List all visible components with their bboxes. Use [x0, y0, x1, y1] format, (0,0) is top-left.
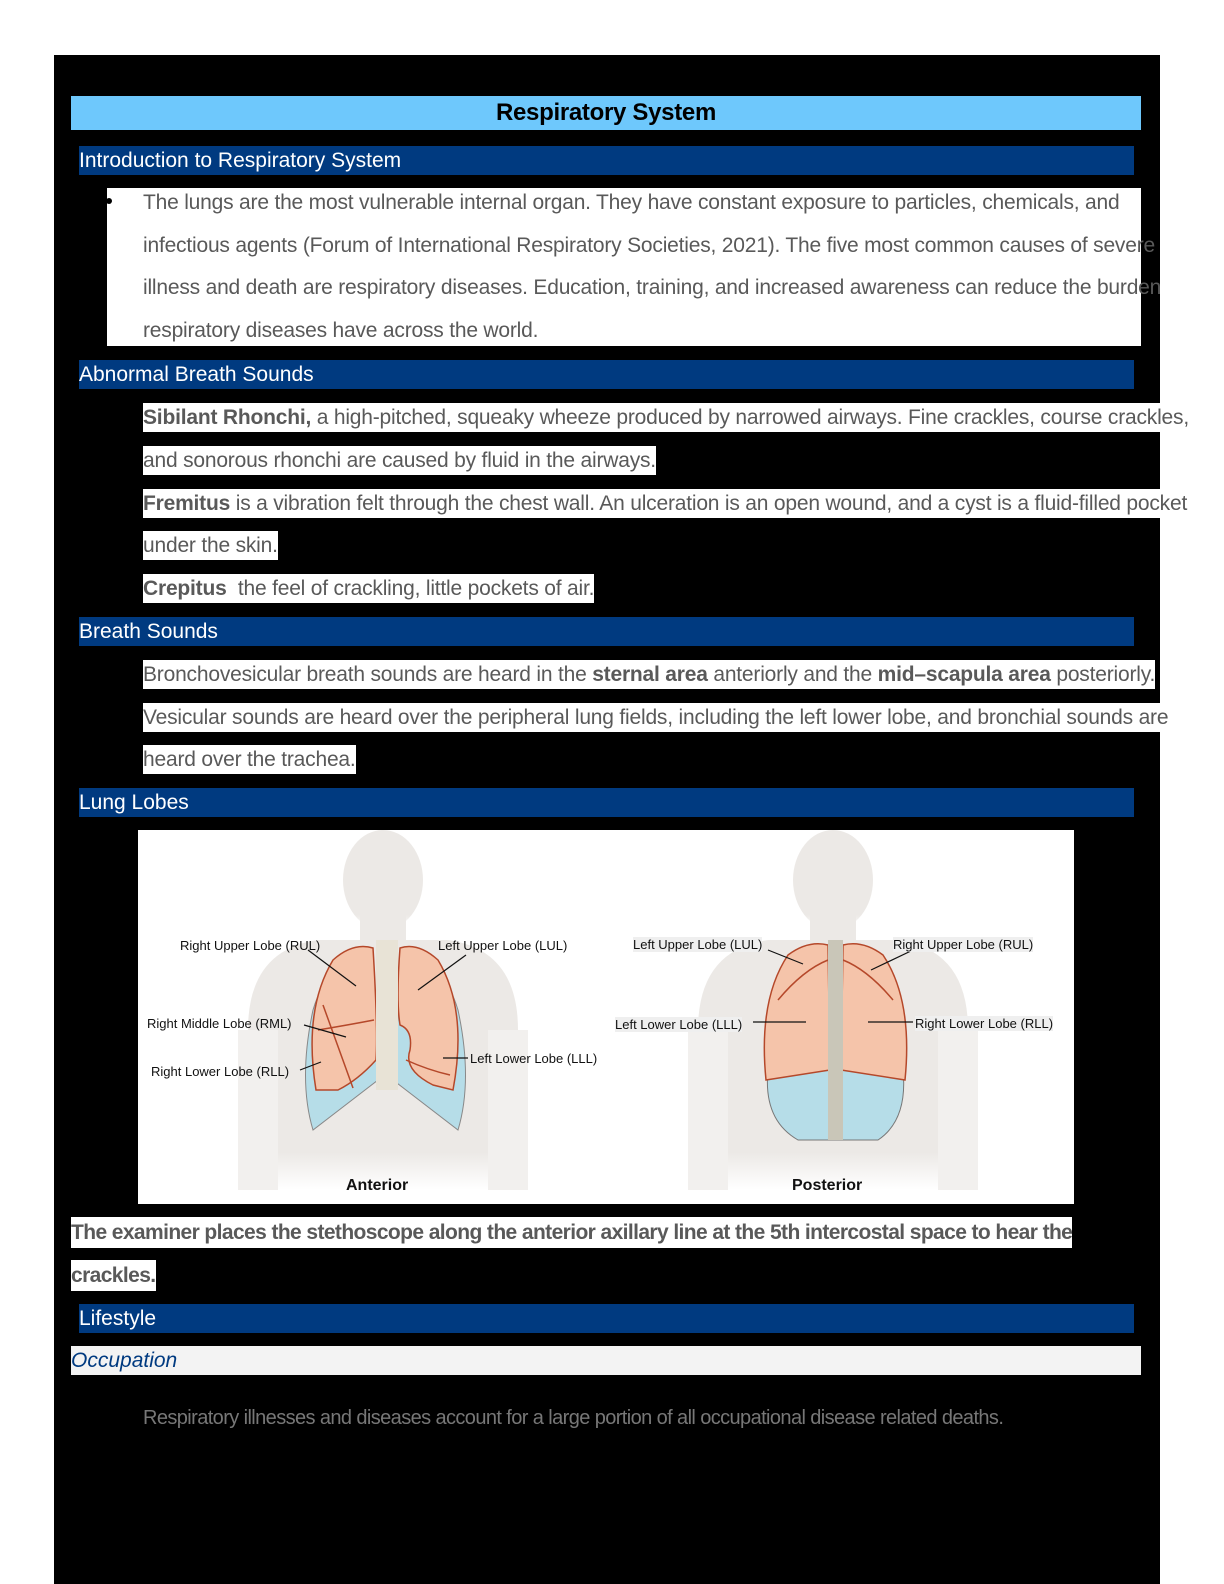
term-sibilant-rhonchi: Sibilant Rhonchi, [143, 406, 312, 429]
section-heading-label: Introduction to Respiratory System [79, 149, 402, 172]
crepitus-definition: Crepitus the feel of crackling, little pockets of air. [143, 574, 594, 603]
posterior-lungs [764, 940, 906, 1140]
section-heading-introduction [79, 146, 1134, 175]
section-heading-lung-lobes [79, 788, 1134, 817]
examiner-note-line2: crackles. [71, 1260, 156, 1289]
bronchovesicular-text: Bronchovesicular breath sounds are heard in the sternal area anteriorly and the mid–scapula area posteriorly. [143, 660, 1155, 689]
caption-anterior: Anterior [346, 1177, 409, 1194]
section-heading-breath-sounds [79, 617, 1134, 646]
fremitus-line2: under the skin. [143, 531, 278, 560]
occupation-text: Respiratory illnesses and diseases account for a large portion of all occupational disease related deaths. [143, 1407, 1004, 1429]
label-anterior-rml: Right Middle Lobe (RML) [147, 1016, 292, 1031]
examiner-note-line1: The examiner places the stethoscope along the anterior axillary line at the 5th intercostal space to hear the [71, 1217, 1072, 1246]
intro-line: illness and death are respiratory diseases. Education, training, and increased awareness can reduce the burden [143, 276, 1162, 299]
label-posterior-rll: Right Lower Lobe (RLL) [915, 1016, 1054, 1031]
label-posterior-rul: Right Upper Lobe (RUL) [893, 937, 1034, 952]
term-fremitus: Fremitus [143, 492, 231, 515]
sibilant-rhonchi-line2: and sonorous rhonchi are caused by fluid in the airways. [143, 446, 656, 475]
lung-lobes-figure [138, 830, 1074, 1204]
section-heading-label: Lifestyle [79, 1307, 157, 1330]
bronchial-text: heard over the trachea. [143, 745, 356, 774]
label-posterior-lll: Left Lower Lobe (LLL) [615, 1017, 743, 1032]
section-heading-label: Abnormal Breath Sounds [79, 363, 314, 386]
label-anterior-lul: Left Upper Lobe (LUL) [438, 938, 568, 953]
label-posterior-lul: Left Upper Lobe (LUL) [633, 937, 763, 952]
label-anterior-rul: Right Upper Lobe (RUL) [180, 938, 321, 953]
label-anterior-rll: Right Lower Lobe (RLL) [151, 1064, 290, 1079]
section-heading-lifestyle [79, 1304, 1134, 1333]
term-crepitus: Crepitus [143, 577, 227, 600]
intro-line: The lungs are the most vulnerable internal organ. They have constant exposure to particles, chemicals, and [143, 191, 1120, 214]
vesicular-text: Vesicular sounds are heard over the peripheral lung fields, including the left lower lobe, and bronchial sounds are [143, 703, 1168, 732]
intro-line: infectious agents (Forum of International Respiratory Societies, 2021). The five most common causes of severe [143, 234, 1155, 257]
section-heading-label: Lung Lobes [79, 791, 189, 814]
label-anterior-lll: Left Lower Lobe (LLL) [470, 1051, 598, 1066]
section-heading-abnormal-breath-sounds [79, 360, 1134, 389]
fremitus-definition: Fremitus is a vibration felt through the chest wall. An ulceration is an open wound, and a cyst is a fluid-filled pocket [143, 489, 1187, 518]
caption-posterior: Posterior [792, 1177, 863, 1194]
bullet-icon [106, 198, 112, 204]
section-heading-label: Breath Sounds [79, 620, 218, 643]
intro-line: respiratory diseases have across the world. [143, 319, 539, 342]
document-title: Respiratory System [71, 96, 1141, 130]
subheading-occupation: Occupation [71, 1346, 1141, 1375]
document-page [54, 55, 1189, 1584]
sibilant-rhonchi-definition: Sibilant Rhonchi, a high-pitched, squeaky wheeze produced by narrowed airways. Fine crackles, course crackles, [143, 403, 1189, 432]
